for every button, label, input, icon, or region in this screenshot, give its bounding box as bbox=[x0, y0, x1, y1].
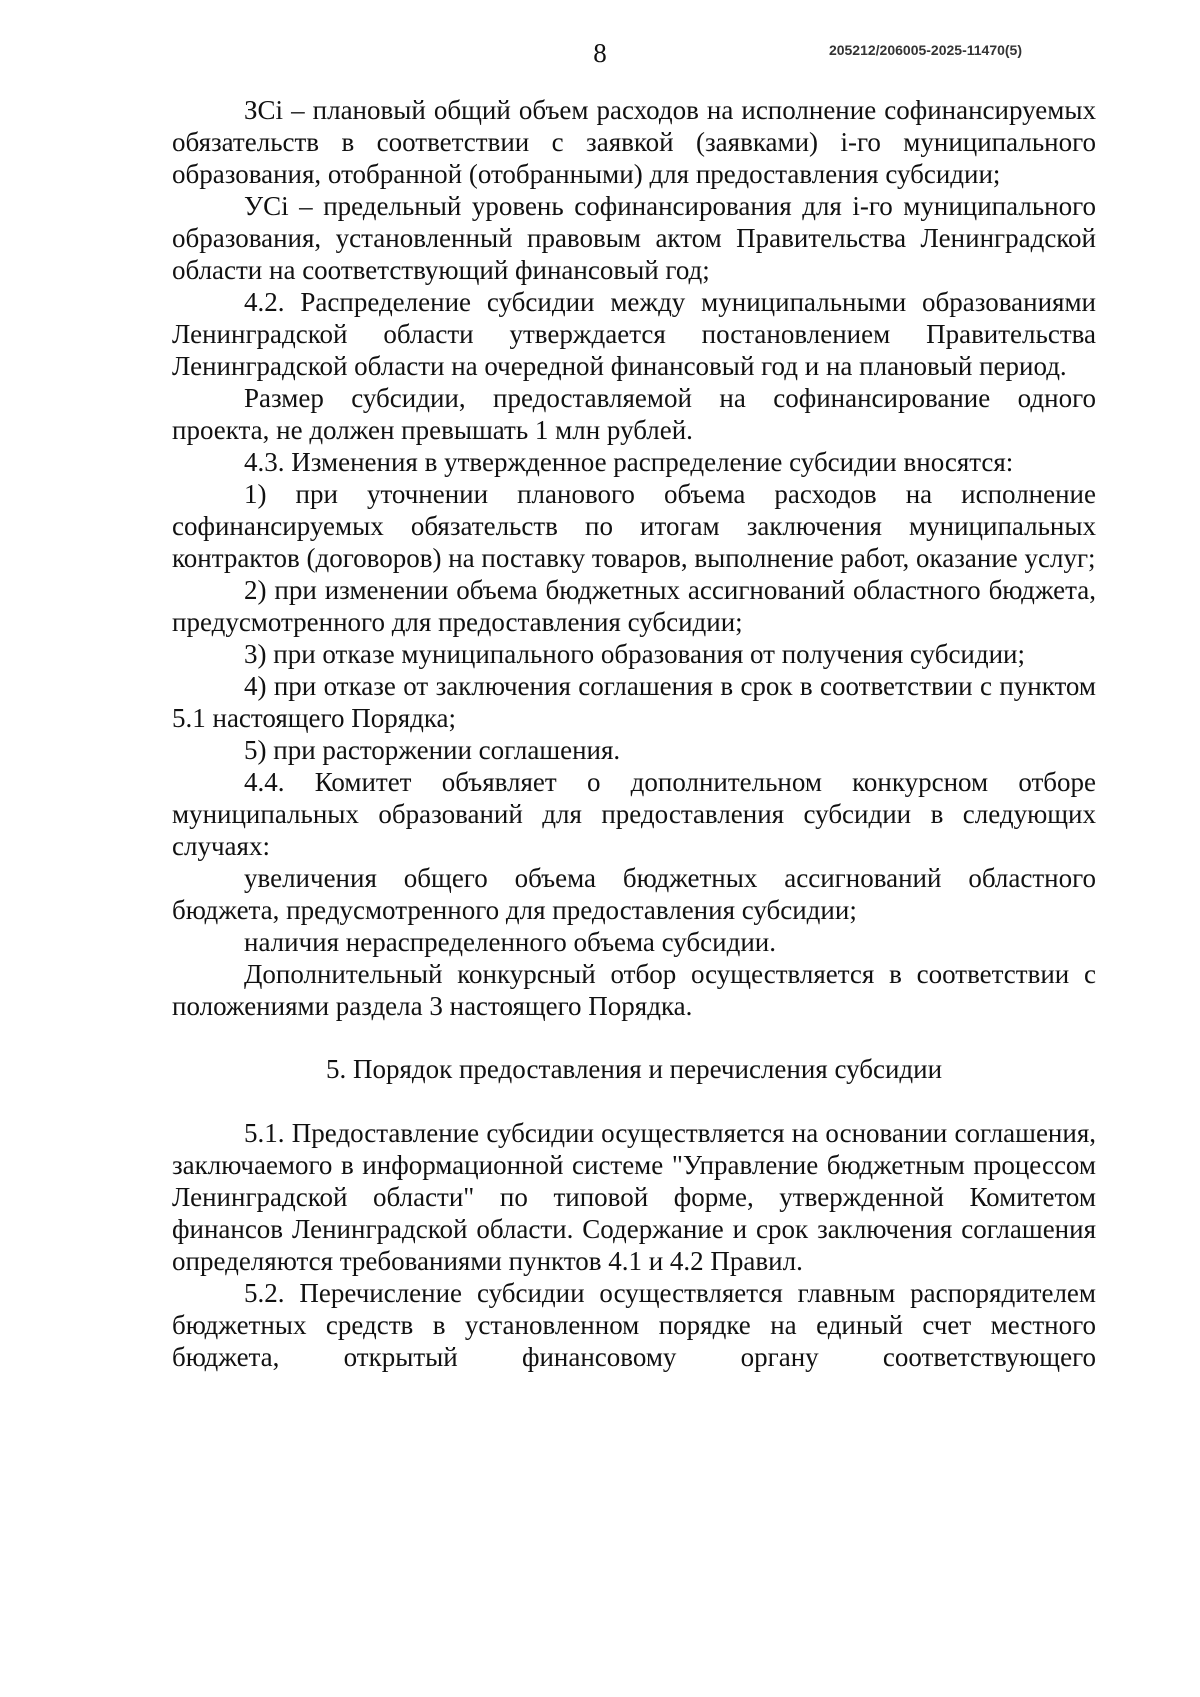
paragraph-subsidy-limit: Размер субсидии, предоставляемой на софинансирование одного проекта, не должен превышать 1 млн рублей. bbox=[172, 383, 1096, 445]
paragraph-4-3: 4.3. Изменения в утвержденное распределение субсидии вносятся: bbox=[244, 447, 1014, 477]
paragraph-4-4: 4.4. Комитет объявляет о дополнительном конкурсном отборе муниципальных образований для предоставления субсидии в следующих случаях: bbox=[172, 767, 1096, 861]
paragraph-usi: УСi – предельный уровень софинансирования для i-го муниципального образования, установленный правовым актом Правительства Ленинградской области на соответствующий финансовый год; bbox=[172, 191, 1096, 285]
list-item-1: 1) при уточнении планового объема расходов на исполнение софинансируемых обязательств по итогам заключения муниципальных контрактов (договоров) на поставку товаров, выполнение работ, оказание услуг; bbox=[172, 479, 1096, 573]
list-item-3: 3) при отказе муниципального образования от получения субсидии; bbox=[244, 639, 1026, 669]
case-item-2: наличия нераспределенного объема субсидии. bbox=[244, 927, 776, 957]
list-item-2: 2) при изменении объема бюджетных ассигнований областного бюджета, предусмотренного для предоставления субсидии; bbox=[172, 575, 1096, 637]
paragraph-5-1: 5.1. Предоставление субсидии осуществляется на основании соглашения, заключаемого в информационной системе "Управление бюджетным процессом Ленинградской области" по типовой форме, утвержденной Комитетом финансов Ленинградской области. Содержание и срок заключения соглашения определяются требованиями пунктов 4.1 и 4.2 Правил. bbox=[172, 1118, 1096, 1276]
section-heading: 5. Порядок предоставления и перечисления субсидии bbox=[325, 1054, 943, 1084]
paragraph-additional-selection: Дополнительный конкурсный отбор осуществляется в соответствии с положениями раздела 3 настоящего Порядка. bbox=[172, 959, 1096, 1021]
document-body bbox=[172, 94, 1096, 1373]
document-id: 205212/206005-2025-11470(5) bbox=[828, 42, 1022, 58]
list-item-4: 4) при отказе от заключения соглашения в срок в соответствии с пунктом 5.1 настоящего Порядка; bbox=[172, 671, 1096, 733]
list-item-5: 5) при расторжении соглашения. bbox=[244, 735, 621, 765]
paragraph-zsi: ЗСi – плановый общий объем расходов на исполнение софинансируемых обязательств в соответствии с заявкой (заявками) i-го муниципального образования, отобранной (отобранными) для предоставления субсидии; bbox=[172, 95, 1096, 189]
page-number: 8 bbox=[593, 38, 607, 68]
paragraph-4-2: 4.2. Распределение субсидии между муниципальными образованиями Ленинградской области утверждается постановлением Правительства Ленинградской области на очередной финансовый год и на плановый период. bbox=[172, 287, 1096, 381]
case-item-1: увеличения общего объема бюджетных ассигнований областного бюджета, предусмотренного для предоставления субсидии; bbox=[172, 863, 1096, 925]
paragraph-5-2: 5.2. Перечисление субсидии осуществляется главным распорядителем бюджетных средств в установленном порядке на единый счет местного бюджета, открытый финансовому органу соответствующего bbox=[172, 1278, 1096, 1372]
